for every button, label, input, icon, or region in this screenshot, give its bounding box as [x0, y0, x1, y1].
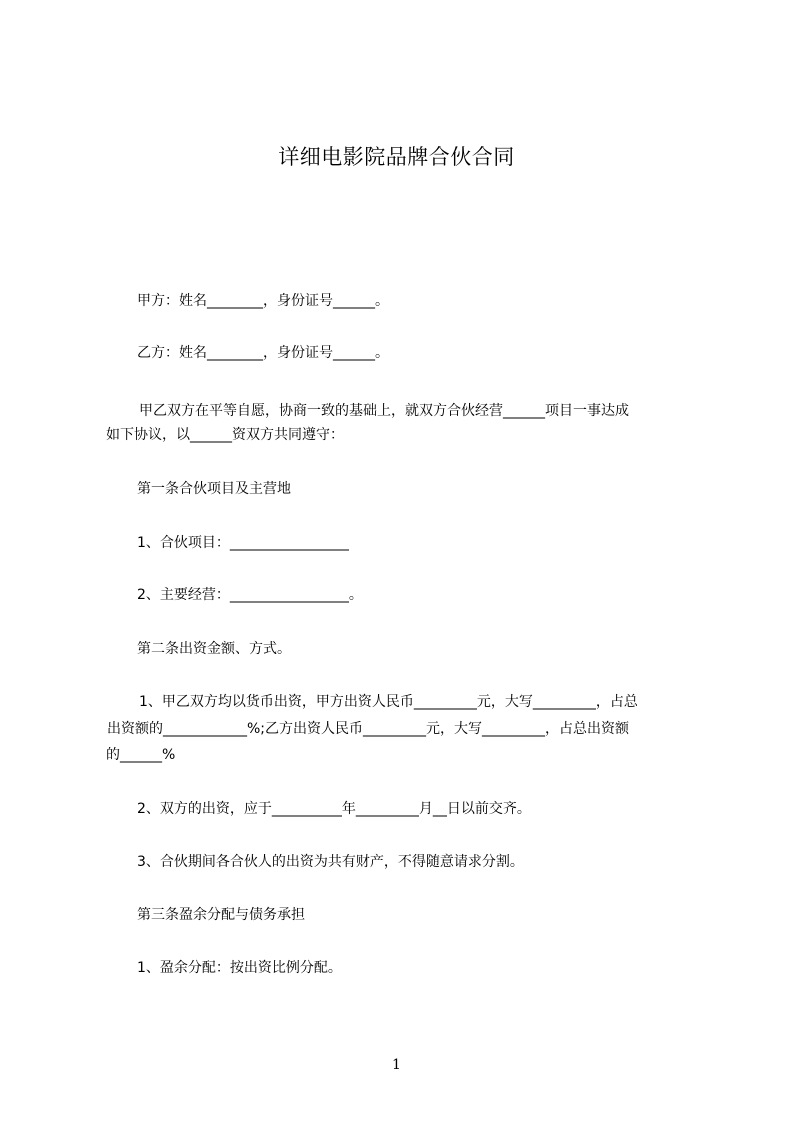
article-2-item-2: 2、双方的出资，应于__________年_________月__日以前交齐。 [137, 801, 531, 817]
article-3-item-1: 1、盈余分配：按出资比例分配。 [137, 960, 342, 976]
article-2-item-1-line-3: 的______% [106, 747, 176, 763]
party-a-line: 甲方：姓名________，身份证号______。 [137, 293, 389, 309]
article-2-item-3: 3、合伙期间各合伙人的出资为共有财产，不得随意请求分割。 [137, 854, 524, 870]
article-1-item-1: 1、合伙项目：_________________ [137, 535, 349, 551]
article-1-item-2: 2、主要经营：_________________。 [137, 587, 363, 603]
preamble-line-1: 甲乙双方在平等自愿，协商一致的基础上，就双方合伙经营______项目一事达成 [139, 403, 629, 419]
page-number: 1 [392, 1057, 401, 1073]
article-2-heading: 第二条出资金额、方式。 [137, 641, 291, 657]
preamble-line-2: 如下协议，以______资双方共同遵守： [106, 427, 344, 443]
article-1-heading: 第一条合伙项目及主营地 [137, 481, 291, 497]
party-b-line: 乙方：姓名________，身份证号______。 [137, 345, 389, 361]
document-title: 详细电影院品牌合伙合同 [278, 145, 515, 169]
article-2-item-1-line-1: 1、甲乙双方均以货币出资，甲方出资人民币_________元，大写_________，占总 [139, 694, 638, 710]
article-2-item-1-line-2: 出资额的____________%;乙方出资人民币_________元，大写_________，占总出资额 [107, 721, 630, 737]
article-3-heading: 第三条盈余分配与债务承担 [137, 907, 305, 923]
